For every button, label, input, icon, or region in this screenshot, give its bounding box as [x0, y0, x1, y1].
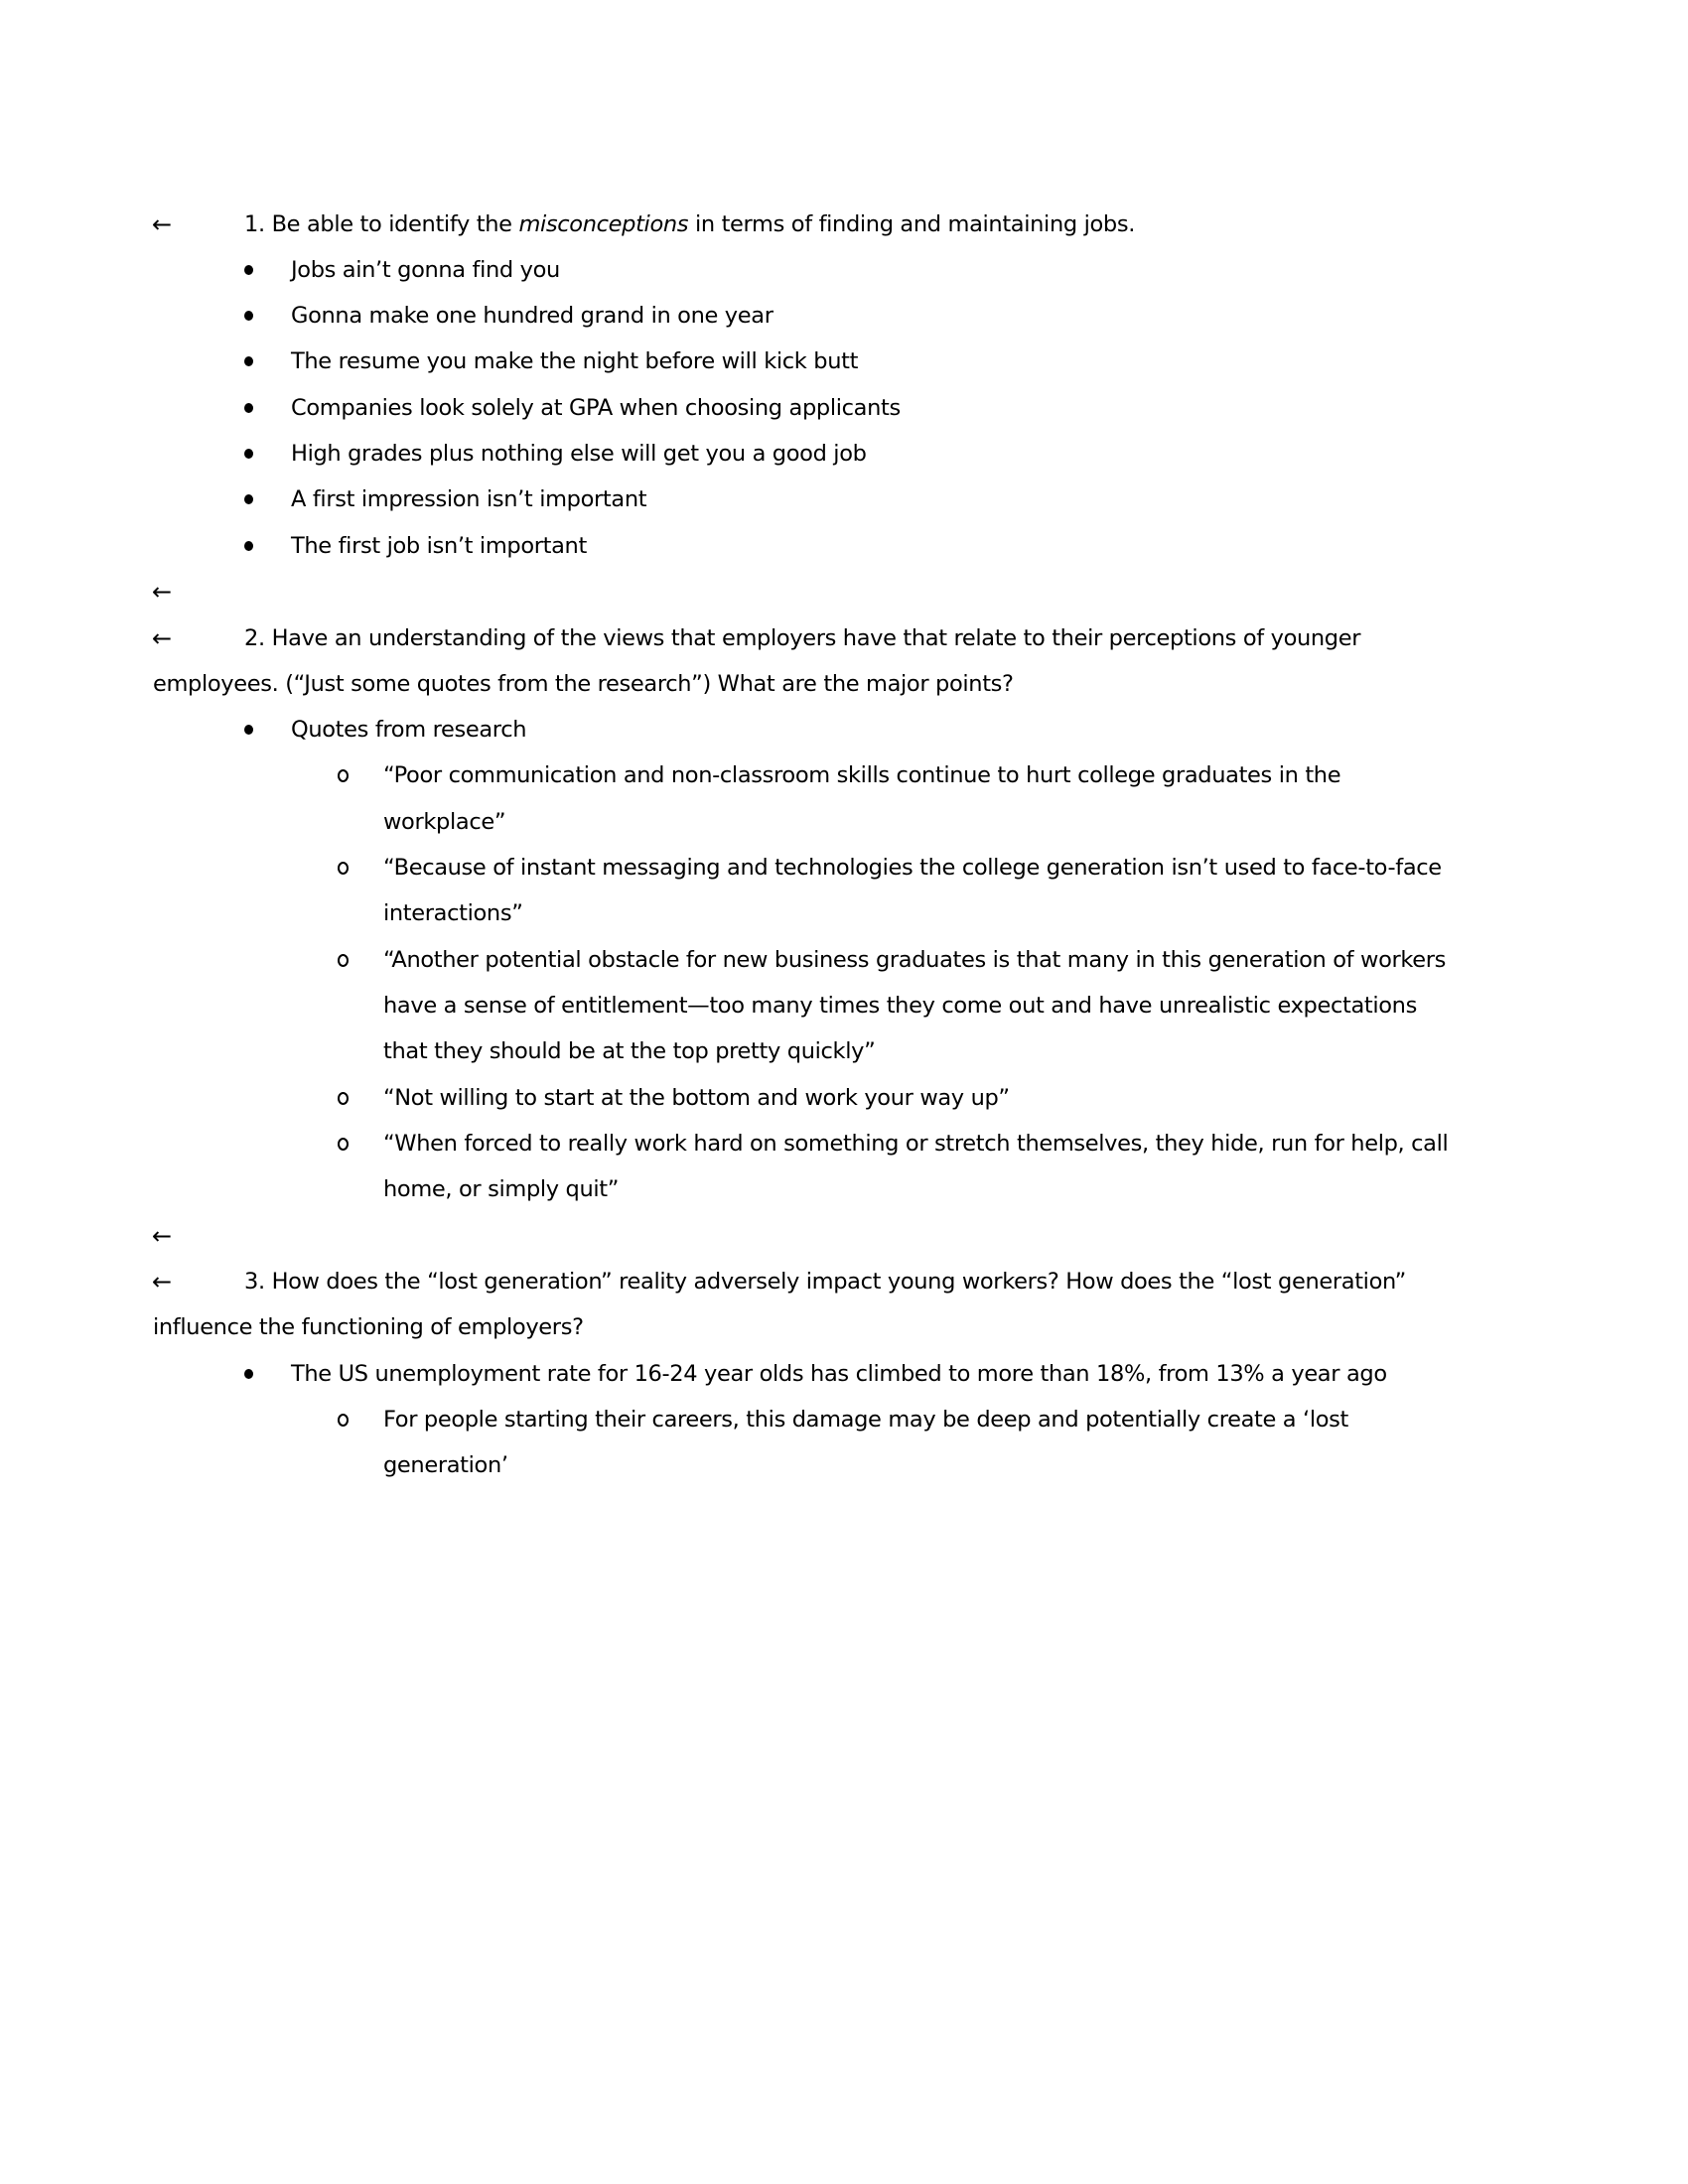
list-item: The resume you make the night before will kick butt — [291, 348, 859, 374]
quote-item: “Poor communication and non-classroom skills continue to hurt college graduates in the — [383, 762, 1341, 788]
quote-item: “Another potential obstacle for new business graduates is that many in this generation of workers — [383, 947, 1447, 973]
bullet-dot-icon — [244, 403, 253, 413]
list-item: Companies look solely at GPA when choosing applicants — [291, 395, 901, 421]
quote-item-cont: workplace” — [383, 809, 506, 835]
bullet-circle-icon — [338, 1092, 349, 1105]
left-arrow-icon: ← — [152, 578, 173, 606]
quote-item-cont: have a sense of entitlement—too many times they come out and have unrealistic expectations — [383, 993, 1417, 1019]
list-item: Quotes from research — [291, 717, 527, 743]
bullet-circle-icon — [338, 1138, 349, 1151]
list-item: The first job isn’t important — [291, 533, 587, 559]
bullet-dot-icon — [244, 541, 253, 551]
list-item: Gonna make one hundred grand in one year — [291, 303, 774, 329]
left-arrow-icon: ← — [152, 1222, 173, 1250]
bullet-dot-icon — [244, 356, 253, 366]
bullet-circle-icon — [338, 1414, 349, 1427]
heading-emphasis: misconceptions — [518, 211, 689, 237]
left-arrow-icon: ← — [152, 624, 173, 652]
section-3-heading: 3. How does the “lost generation” reality adversely impact young workers? How does the “lost generation” — [244, 1269, 1406, 1295]
section-1-heading — [244, 202, 1135, 247]
bullet-dot-icon — [244, 311, 253, 321]
left-arrow-icon: ← — [152, 210, 173, 238]
list-item: A first impression isn’t important — [291, 486, 647, 512]
quote-item: “When forced to really work hard on something or stretch themselves, they hide, run for help, call — [383, 1131, 1449, 1157]
bullet-dot-icon — [244, 725, 253, 735]
list-item: The US unemployment rate for 16-24 year olds has climbed to more than 18%, from 13% a year ago — [291, 1361, 1387, 1387]
bullet-dot-icon — [244, 265, 253, 275]
bullet-dot-icon — [244, 1369, 253, 1379]
bullet-circle-icon — [338, 862, 349, 875]
quote-item-cont: interactions” — [383, 900, 523, 926]
heading-text: in terms of finding and maintaining jobs. — [688, 211, 1136, 237]
bullet-dot-icon — [244, 449, 253, 459]
bullet-circle-icon — [338, 769, 349, 782]
bullet-circle-icon — [338, 954, 349, 967]
bullet-dot-icon — [244, 494, 253, 504]
section-2-heading-cont: employees. (“Just some quotes from the research”) What are the major points? — [153, 671, 1014, 697]
sub-item: For people starting their careers, this damage may be deep and potentially create a ‘lost — [383, 1407, 1349, 1433]
section-2-heading: 2. Have an understanding of the views that employers have that relate to their perceptions of younger — [244, 625, 1361, 651]
quote-item: “Because of instant messaging and technologies the college generation isn’t used to face-to-face — [383, 855, 1442, 881]
quote-item: “Not willing to start at the bottom and work your way up” — [383, 1085, 1010, 1111]
list-item: Jobs ain’t gonna find you — [291, 257, 560, 283]
left-arrow-icon: ← — [152, 1268, 173, 1296]
heading-text: 1. Be able to identify the — [244, 211, 519, 237]
quote-item-cont: that they should be at the top pretty quickly” — [383, 1038, 876, 1064]
section-3-heading-cont: influence the functioning of employers? — [153, 1314, 584, 1340]
sub-item-cont: generation’ — [383, 1452, 508, 1478]
list-item: High grades plus nothing else will get you a good job — [291, 441, 867, 467]
quote-item-cont: home, or simply quit” — [383, 1176, 620, 1202]
